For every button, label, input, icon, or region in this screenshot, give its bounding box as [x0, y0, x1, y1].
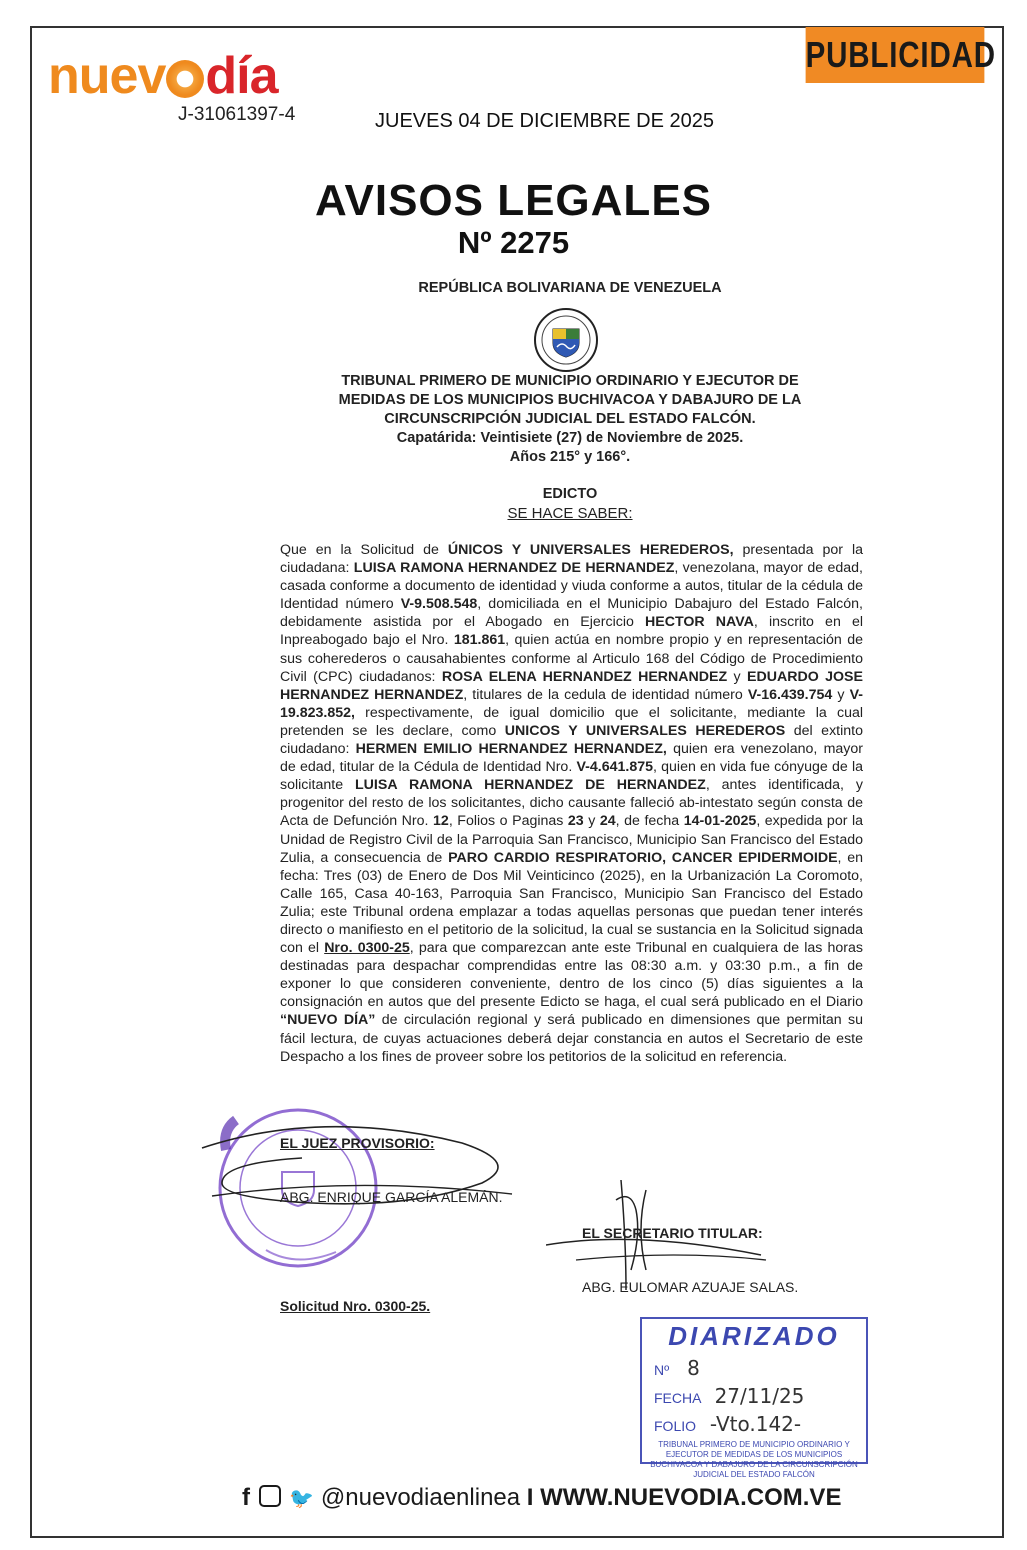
- edicto-heading: EDICTO: [542, 486, 598, 502]
- body-text: HECTOR NAVA: [645, 614, 754, 631]
- website-link[interactable]: WWW.NUEVODIA.COM.VE: [540, 1484, 842, 1511]
- body-text: y: [727, 668, 748, 685]
- stamp-court-text: TRIBUNAL PRIMERO DE MUNICIPIO ORDINARIO Y EJECUTOR DE MEDIDAS DE LOS MUNICIPIOS BUCHIVACOA Y DABAJURO DE LA CIRCUNSCRIPCIÓN JUDICIAL DEL ESTADO FALCÓN: [650, 1440, 858, 1479]
- solicitud-number: Solicitud Nro. 0300-25.: [280, 1298, 431, 1314]
- body-text: respectivamente, de igual domicilio que el solicitante, mediante la cual pretenden se les declare, como: [280, 704, 863, 739]
- court-line-3: CIRCUNSCRIPCIÓN JUDICIAL DEL ESTADO FALCÓN.: [384, 411, 756, 427]
- diarizado-title: DIARIZADO: [668, 1321, 840, 1351]
- se-hace-saber-label: SE HACE SABER:: [507, 505, 633, 522]
- page-title: AVISOS LEGALES: [314, 176, 713, 225]
- body-text: 23: [567, 813, 584, 830]
- body-text: , en fecha: Tres (03) de Enero de Dos Mil Veinticinco (2025), en la Urbanización La Coromoto, Calle 165, Casa 40-163, Parroquia San Francisco, Municipio San Francisco del Estado Zulia; este Tribunal ordena emplazar a todas aquellas personas que puedan tener interés directo o manifiesto en el petitorio de la solicitud, la cual se sustancia en la Solicitud signada con el: [280, 849, 863, 957]
- stamp-fecha-label: FECHA: [654, 1390, 701, 1406]
- body-text: del extinto ciudadano:: [280, 722, 863, 758]
- diarizado-stamp: [640, 1317, 868, 1479]
- body-text: , antes identificada, y progenitor del resto de los solicitantes, dicho causante falleció ab-intestato según consta de Acta de Defunción Nro.: [280, 777, 863, 830]
- body-text: V-16.439.754: [747, 686, 833, 703]
- body-text: , venezolana, mayor de edad, casada conforme a documento de identidad y viuda conforme a autos, titular de la cédula de Identidad número: [280, 560, 863, 613]
- secretary-title: EL SECRETARIO TITULAR:: [582, 1225, 763, 1241]
- body-text: 181.861: [453, 632, 506, 649]
- social-handle[interactable]: @nuevodiaenlinea: [320, 1484, 521, 1511]
- body-text: ÚNICOS Y UNIVERSALES HEREDEROS,: [447, 542, 734, 558]
- body-text: y: [583, 813, 600, 830]
- body-text: Nro. 0300-25: [324, 940, 410, 957]
- judge-title: EL JUEZ PROVISORIO:: [280, 1135, 435, 1151]
- body-text: EDUARDO JOSE HERNANDEZ HERNANDEZ: [280, 668, 863, 703]
- body-text: , domiciliada en el Municipio Dabajuro del Estado Falcón, debidamente asistida por el Abogado en Ejercicio: [280, 596, 864, 631]
- court-line-1: TRIBUNAL PRIMERO DE MUNICIPIO ORDINARIO Y EJECUTOR DE: [341, 373, 799, 389]
- se-hace-saber: [240, 505, 900, 522]
- nuevo-dia-logo: [48, 46, 278, 106]
- publication-date: JUEVES 04 DE DICIEMBRE DE 2025: [375, 110, 715, 132]
- body-text: y: [832, 686, 850, 703]
- court-heading: [240, 372, 900, 467]
- edict-body: [280, 541, 863, 1066]
- body-text: quien era venezolano, mayor de edad, titular de la Cédula de Identidad Nro.: [280, 741, 863, 776]
- footer-separator: I: [526, 1484, 534, 1511]
- body-text: 14-01-2025: [683, 813, 757, 830]
- footer: [242, 1484, 841, 1512]
- republic-heading: REPÚBLICA BOLIVARIANA DE VENEZUELA: [418, 280, 722, 296]
- facebook-icon[interactable]: f: [242, 1484, 250, 1511]
- body-text: , quien actúa en nombre propio y en representación de sus coherederos o causahabientes conforme al Articulo 168 del Código de Procedimiento Civil (CPC) ciudadanos:: [280, 632, 863, 685]
- body-text: , expedida por la Unidad de Registro Civil de la Parroquia San Francisco, Municipio San Francisco del Estado Zulia, a consecuencia de: [280, 813, 864, 866]
- court-line-2: MEDIDAS DE LOS MUNICIPIOS BUCHIVACOA Y DABAJURO DE LA: [338, 392, 802, 408]
- stamp-folio-label: FOLIO: [654, 1418, 697, 1434]
- logo-text-b: día: [205, 47, 278, 105]
- body-text: LUISA RAMONA HERNANDEZ DE HERNANDEZ: [353, 560, 675, 577]
- body-text: 12: [433, 813, 449, 830]
- publicidad-badge: PUBLICIDAD: [806, 27, 985, 83]
- body-text: presentada por la ciudadana:: [280, 542, 863, 577]
- body-text: , quien en vida fue cónyuge de la solicitante: [280, 759, 863, 794]
- body-text: V-4.641.875: [576, 759, 653, 776]
- body-text: V-19.823.852,: [280, 686, 864, 721]
- secretary-name: ABG. EULOMAR AZUAJE SALAS.: [582, 1279, 799, 1295]
- body-text: LUISA RAMONA HERNANDEZ DE HERNANDEZ: [355, 777, 706, 794]
- body-text: HERMEN EMILIO HERNANDEZ HERNANDEZ,: [355, 741, 667, 758]
- body-text: de circulación regional y será publicado en dimensiones que permitan su fácil lectura, de cuyas actuaciones deberá dejar constancia en autos el Secretario de este Despacho a los fines de proveer sobre los petitorios de la solicitud en referencia.: [280, 1012, 863, 1065]
- body-text: V-9.508.548: [400, 596, 478, 613]
- judge-name: ABG. ENRIQUE GARCÍA ALEMÁN.: [280, 1189, 503, 1205]
- issue-number: Nº 2275: [457, 225, 570, 260]
- coat-of-arms-seal-icon: [533, 307, 599, 373]
- stamp-n-value: 8: [687, 1356, 700, 1380]
- stamp-n-row: [642, 1356, 866, 1380]
- sun-icon: [166, 60, 204, 98]
- body-text: Que en la Solicitud de: [280, 542, 448, 558]
- instagram-icon[interactable]: [259, 1485, 281, 1507]
- stamp-folio-row: [642, 1412, 866, 1436]
- body-text: PARO CARDIO RESPIRATORIO, CANCER EPIDERMOIDE: [448, 849, 838, 866]
- body-text: , inscrito en el Inpreabogado bajo el Nro.: [280, 614, 864, 649]
- stamp-fecha-value: 27/11/25: [714, 1384, 805, 1408]
- rif-number: J-31061397-4: [178, 104, 296, 125]
- body-text: 24: [599, 813, 616, 830]
- body-text: “NUEVO DÍA”: [280, 1012, 376, 1029]
- body-text: , para que comparezcan ante este Tribunal en cualquiera de las horas destinadas para despachar comprendidas entre las 08:30 a.m. y 03:30 p.m., a fin de exponer lo que consideren conveniente, dentro de los cinco (5) días siguientes a la consignación en autos que del presente Edicto se haga, el cual será publicado en el Diario: [280, 940, 863, 1011]
- stamp-folio-value: -Vto.142-: [709, 1412, 802, 1436]
- body-text: ROSA ELENA HERNANDEZ HERNANDEZ: [441, 668, 728, 685]
- twitter-icon[interactable]: 🐦: [289, 1488, 315, 1510]
- stamp-fecha-row: [642, 1384, 866, 1408]
- body-text: , de fecha: [615, 813, 684, 830]
- years: Años 215° y 166°.: [509, 449, 631, 465]
- body-text: UNICOS Y UNIVERSALES HEREDEROS: [504, 722, 786, 739]
- body-text: , titulares de la cedula de identidad número: [463, 686, 748, 703]
- place-date: Capatárida: Veintisiete (27) de Noviembre de 2025.: [396, 430, 744, 446]
- stamp-n-label: Nº: [654, 1362, 670, 1378]
- body-text: , Folios o Paginas: [448, 813, 568, 830]
- logo-text-a: nuev: [48, 47, 166, 105]
